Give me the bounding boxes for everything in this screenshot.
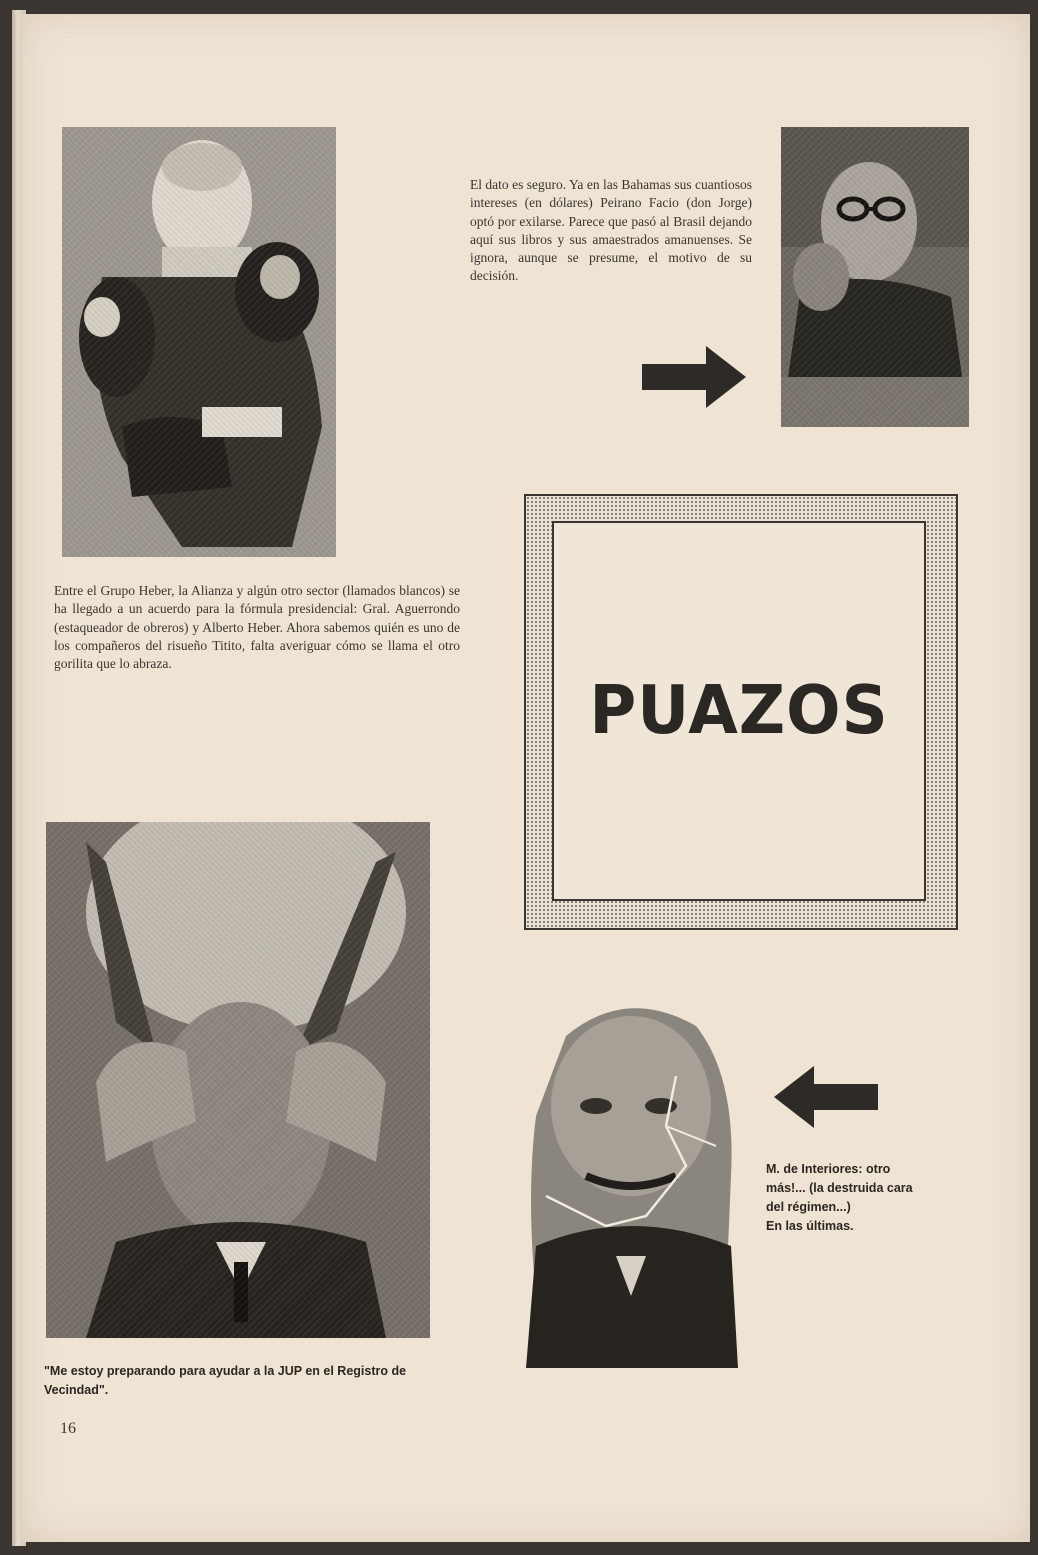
puazos-title: PUAZOS [589,672,889,750]
arrow-right-icon [642,346,748,408]
arrow-left-icon [772,1066,880,1128]
jup-caption: "Me estoy preparando para ayudar a la JUP en el Registro de Vecindad". [44,1364,407,1397]
interiores-caption-line-2: más!... (la destruida cara [766,1181,913,1195]
photo-man-with-chimpanzees [62,127,336,557]
grupo-heber-paragraph: Entre el Grupo Heber, la Alianza y algún otro sector (llamados blancos) se ha llegado a un acuerdo para la fórmula presidencial: Gral. Aguerrondo (estaqueador de obreros) y Alberto Heber. Ahora sabemos quién es uno de los compañeros del risueño Titito, falta averiguar cómo se llama el otro gorilita que lo abraza. [54,583,460,672]
interiores-caption-line-1: M. de Interiores: otro [766,1162,891,1176]
bleed-through-text [590,364,605,407]
interiores-caption [766,1160,966,1236]
photo-peirano-facio [781,127,969,427]
page-number: 16 [60,1420,76,1437]
photo-minister-cracked-face [526,996,738,1368]
photo-man-hands-on-head [46,822,430,1338]
puazos-box [552,521,926,901]
peirano-facio-paragraph: El dato es seguro. Ya en las Bahamas sus cuantiosos intereses (en dólares) Peirano Facio (don Jorge) optó por exilarse. Parece que pasó al Brasil dejando aquí sus libros y sus amaestrados amanuenses. Se ignora, aunque se presume, el motivo de su decisión. [470,177,752,284]
interiores-caption-line-3: del régimen...) [766,1200,851,1214]
interiores-caption-line-4: En las últimas. [766,1219,854,1233]
